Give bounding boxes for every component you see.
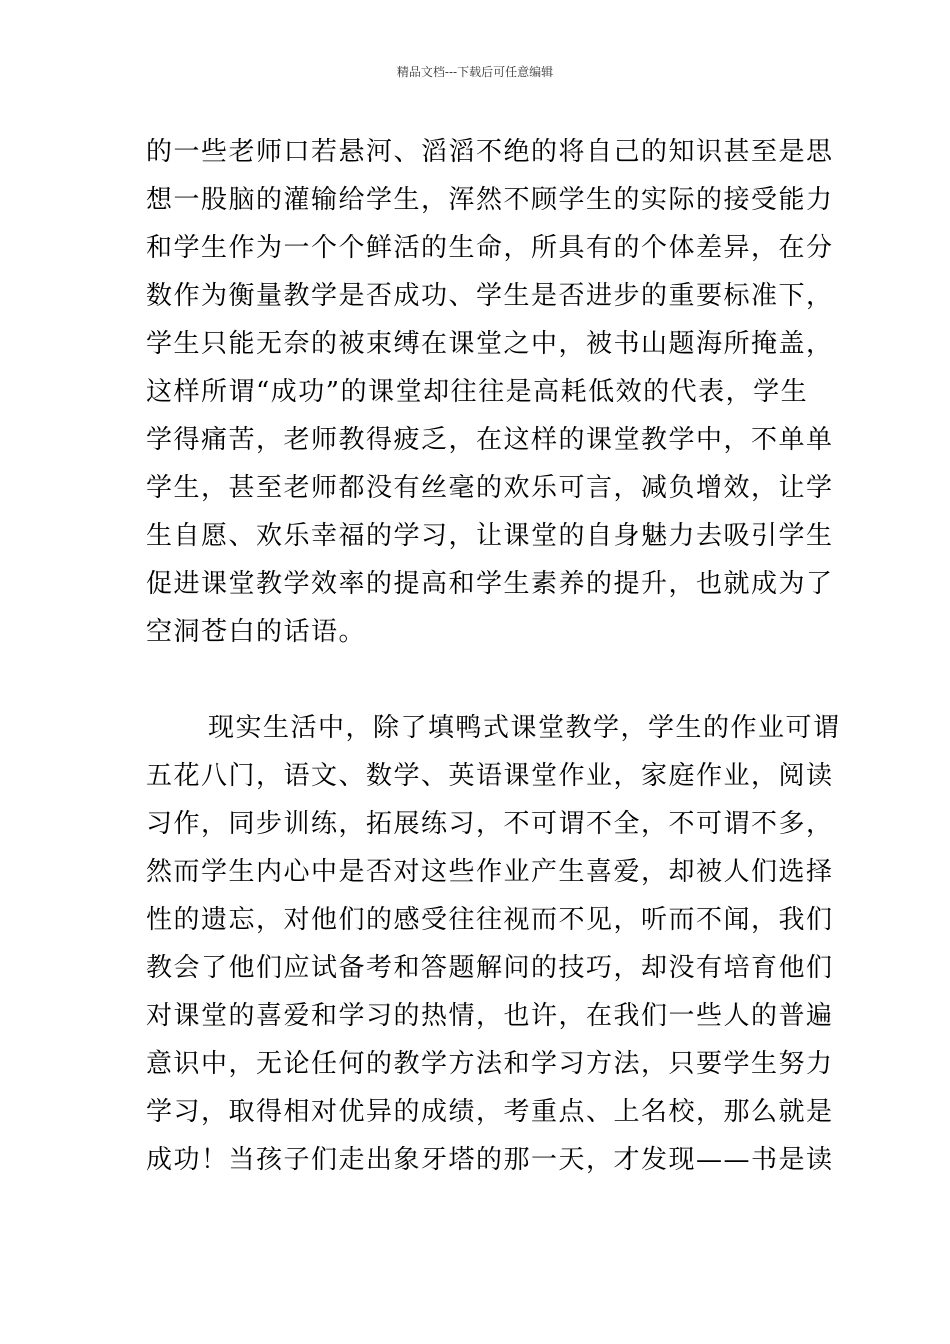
text-line: 意识中，无论任何的教学方法和学习方法，只要学生努力 bbox=[146, 1049, 834, 1079]
text-line: 然而学生内心中是否对这些作业产生喜爱，却被人们选择 bbox=[146, 857, 834, 887]
text-line: 的一些老师口若悬河、滔滔不绝的将自己的知识甚至是思 bbox=[146, 137, 834, 167]
text-line: 性的遗忘，对他们的感受往往视而不见，听而不闻，我们 bbox=[146, 905, 834, 935]
text-line: 习作，同步训练，拓展练习，不可谓不全，不可谓不多， bbox=[146, 809, 834, 839]
text-line: 学生，甚至老师都没有丝毫的欢乐可言，减负增效，让学 bbox=[146, 473, 834, 503]
paragraph-1 bbox=[146, 128, 834, 656]
text-line: 五花八门，语文、数学、英语课堂作业，家庭作业，阅读 bbox=[146, 761, 834, 791]
text-line: 教会了他们应试备考和答题解问的技巧，却没有培育他们 bbox=[146, 953, 834, 983]
text-line: 这样所谓“成功”的课堂却往往是高耗低效的代表，学生 bbox=[146, 377, 809, 407]
text-line: 对课堂的喜爱和学习的热情，也许，在我们一些人的普遍 bbox=[146, 1001, 834, 1031]
text-line: 促进课堂教学效率的提高和学生素养的提升，也就成为了 bbox=[146, 569, 834, 599]
text-line: 生自愿、欢乐幸福的学习，让课堂的自身魅力去吸引学生 bbox=[146, 521, 834, 551]
paragraph-gap bbox=[146, 656, 812, 704]
text-line: 成功！当孩子们走出象牙塔的那一天，才发现——书是读 bbox=[146, 1145, 834, 1175]
text-line: 想一股脑的灌输给学生，浑然不顾学生的实际的接受能力 bbox=[146, 185, 834, 215]
paragraph-2 bbox=[146, 704, 841, 1184]
text-line: 学生只能无奈的被束缚在课堂之中，被书山题海所掩盖， bbox=[146, 329, 834, 359]
text-line: 空洞苍白的话语。 bbox=[146, 617, 367, 647]
text-line-first-indent: 现实生活中，除了填鸭式课堂教学，学生的作业可谓 bbox=[208, 713, 841, 743]
text-line: 数作为衡量教学是否成功、学生是否进步的重要标准下， bbox=[146, 281, 834, 311]
text-line: 和学生作为一个个鲜活的生命，所具有的个体差异，在分 bbox=[146, 233, 834, 263]
text-line: 学习，取得相对优异的成绩，考重点、上名校，那么就是 bbox=[146, 1097, 834, 1127]
body-text bbox=[146, 128, 841, 1184]
page-header: 精品文档---下载后可任意编辑 bbox=[396, 65, 554, 79]
text-line: 学得痛苦，老师教得疲乏，在这样的课堂教学中，不单单 bbox=[146, 425, 834, 455]
